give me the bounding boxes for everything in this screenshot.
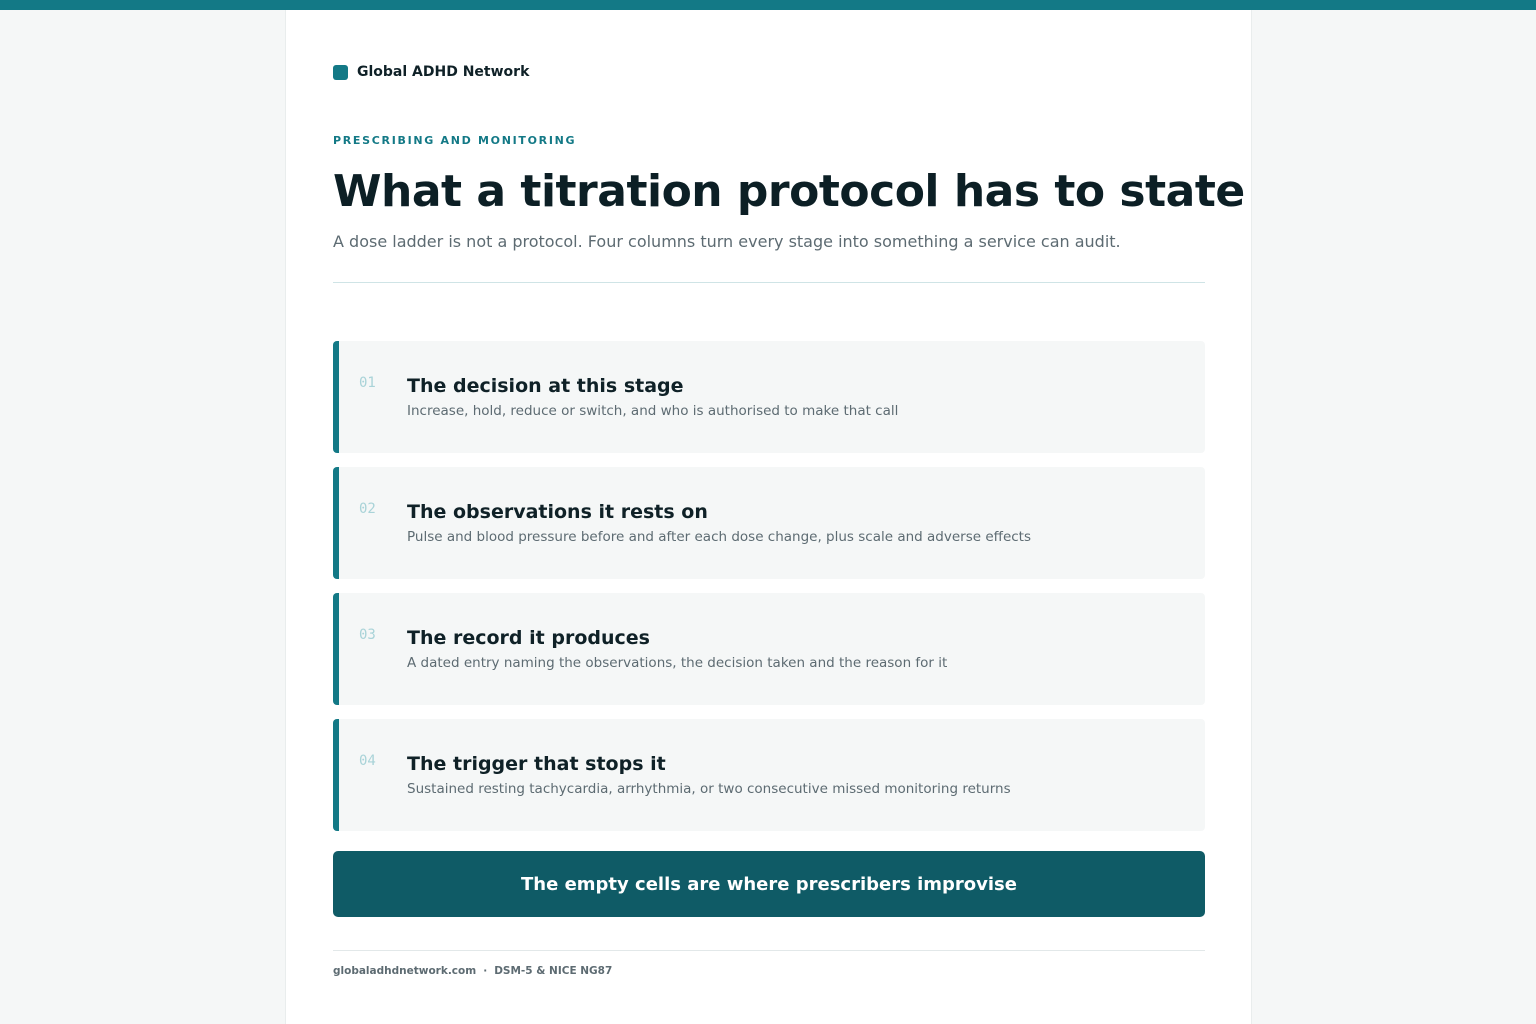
card-accent-bar bbox=[333, 719, 339, 831]
list-item bbox=[333, 467, 1205, 579]
item-title: The trigger that stops it bbox=[407, 753, 666, 775]
list-item bbox=[333, 341, 1205, 453]
brand[interactable] bbox=[333, 62, 1205, 82]
card-accent-bar bbox=[333, 341, 339, 453]
page-container bbox=[285, 10, 1252, 1024]
item-title: The decision at this stage bbox=[407, 375, 684, 397]
list-item bbox=[333, 593, 1205, 705]
item-number: 03 bbox=[359, 627, 376, 643]
item-title: The record it produces bbox=[407, 627, 650, 649]
page-title: What a titration protocol has to state bbox=[333, 166, 1245, 217]
footer-references: DSM-5 & NICE NG87 bbox=[494, 965, 613, 977]
requirements-list bbox=[333, 341, 1205, 845]
footer-website-link[interactable]: globaladhdnetwork.com bbox=[333, 965, 477, 977]
footer bbox=[333, 965, 1205, 977]
callout-banner: The empty cells are where prescribers improvise bbox=[333, 851, 1205, 917]
brand-name: Global ADHD Network bbox=[357, 64, 530, 80]
brand-logo-icon bbox=[333, 65, 348, 80]
item-number: 02 bbox=[359, 501, 376, 517]
item-title: The observations it rests on bbox=[407, 501, 708, 523]
top-accent-bar bbox=[0, 0, 1536, 10]
list-item bbox=[333, 719, 1205, 831]
item-description: Pulse and blood pressure before and after each dose change, plus scale and adverse effects bbox=[407, 529, 1032, 545]
footer-divider bbox=[333, 950, 1205, 951]
item-number: 04 bbox=[359, 753, 376, 769]
item-number: 01 bbox=[359, 375, 376, 391]
footer-separator: · bbox=[483, 965, 488, 977]
section-eyebrow: PRESCRIBING AND MONITORING bbox=[333, 134, 577, 147]
card-accent-bar bbox=[333, 467, 339, 579]
page-subtitle: A dose ladder is not a protocol. Four columns turn every stage into something a service can audit. bbox=[333, 232, 1121, 251]
item-description: Sustained resting tachycardia, arrhythmia, or two consecutive missed monitoring returns bbox=[407, 781, 1011, 797]
header-divider bbox=[333, 282, 1205, 283]
item-description: A dated entry naming the observations, the decision taken and the reason for it bbox=[407, 655, 948, 671]
item-description: Increase, hold, reduce or switch, and who is authorised to make that call bbox=[407, 403, 899, 419]
card-accent-bar bbox=[333, 593, 339, 705]
